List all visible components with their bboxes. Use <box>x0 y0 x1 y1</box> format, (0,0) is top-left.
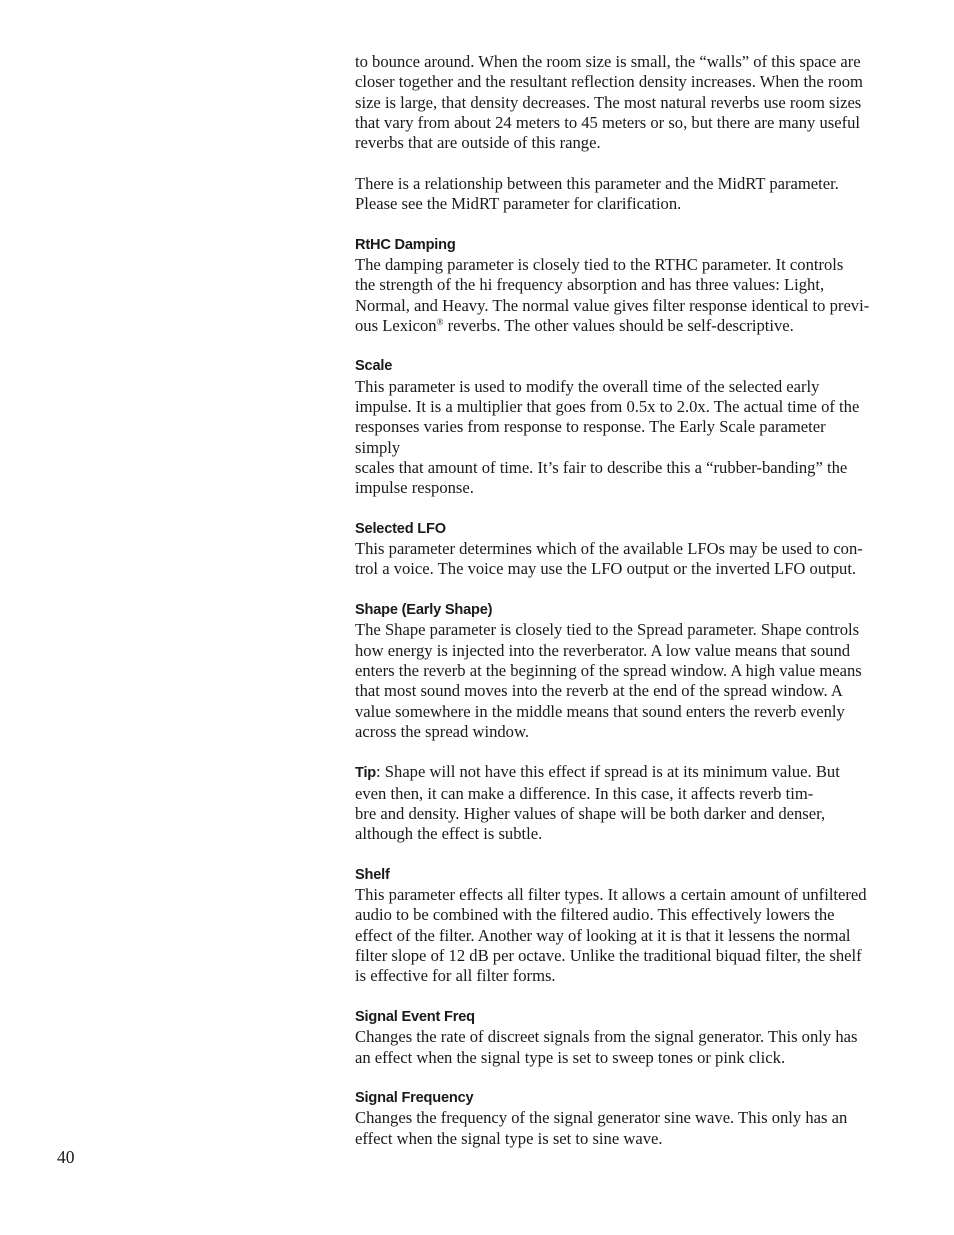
signal-event-freq-body: Changes the rate of discreet signals from the signal generator. This only has an effect when the signal type is set to sweep tones or pink click. <box>355 1027 858 1067</box>
scale-body: This parameter is used to modify the overall time of the selected early impulse. It is a multiplier that goes from 0.5x to 2.0x. The actual time of the responses varies from response to response. The Early Scale parameter simply scales that amount of time. It’s fair to describe this a “rubber-banding” the impulse response. <box>355 376 860 498</box>
heading-shape: Shape (Early Shape) <box>355 602 493 619</box>
heading-signal-frequency: Signal Frequency <box>355 1090 474 1107</box>
heading-scale: Scale <box>355 358 393 375</box>
intro-paragraph-midrt: There is a relationship between this parameter and the MidRT parameter. Please see the MidRT parameter for clarification. <box>355 173 839 214</box>
shelf-body: This parameter effects all filter types. It allows a certain amount of unfiltered audio to be combined with the filtered audio. This effectively lowers the effect of the filter. Another way of looking at it is that it lessens the normal filter slope of 12 dB per octave. Unlike the traditional biquad filter, the shelf is effective for all filter forms. <box>355 885 867 986</box>
tip-body: : Shape will not have this effect if spread is at its minimum value. But even then, it can make a difference. In this case, it affects reverb tim- bre and density. Higher values of shape will be both darker and denser, although the effect is subtle. <box>355 762 840 844</box>
registered-mark: ® <box>436 316 444 327</box>
shape-body: The Shape parameter is closely tied to the Spread parameter. Shape controls how energy is injected into the reverberator. A low value means that sound enters the reverb at the beginning of the spread window. A high value means that most sound moves into the reverb at the end of the spread window. A value somewhere in the middle means that sound enters the reverb evenly across the spread window. <box>355 620 862 741</box>
heading-shelf: Shelf <box>355 866 390 883</box>
heading-signal-event-freq: Signal Event Freq <box>355 1008 475 1025</box>
page-number: 40 <box>57 1147 75 1167</box>
tip-label: Tip <box>355 765 377 782</box>
heading-rthc-damping: RtHC Damping <box>355 236 456 253</box>
tip-note <box>355 762 870 844</box>
heading-selected-lfo: Selected LFO <box>355 520 446 537</box>
text-column <box>355 52 870 1149</box>
signal-frequency-body: Changes the frequency of the signal generator sine wave. This only has an effect when the signal type is set to sine wave. <box>355 1108 848 1148</box>
rthc-damping-body: The damping parameter is closely tied to the RTHC parameter. It controls the strength of the hi frequency absorption and has three values: Light, Normal, and Heavy. The normal value gives filter response identical to previ- ous Lexicon® reverbs. The other values should be self-descriptive. <box>355 254 870 335</box>
selected-lfo-body: This parameter determines which of the available LFOs may be used to con- trol a voice. The voice may use the LFO output or the inverted LFO output. <box>355 539 863 579</box>
intro-paragraph-room-size: to bounce around. When the room size is small, the “walls” of this space are closer together and the resultant reflection density increases. When the room size is large, that density decreases. The most natural reverbs use room sizes that vary from about 24 meters to 45 meters or so, but there are many useful reverbs that are outside of this range. <box>355 52 863 153</box>
